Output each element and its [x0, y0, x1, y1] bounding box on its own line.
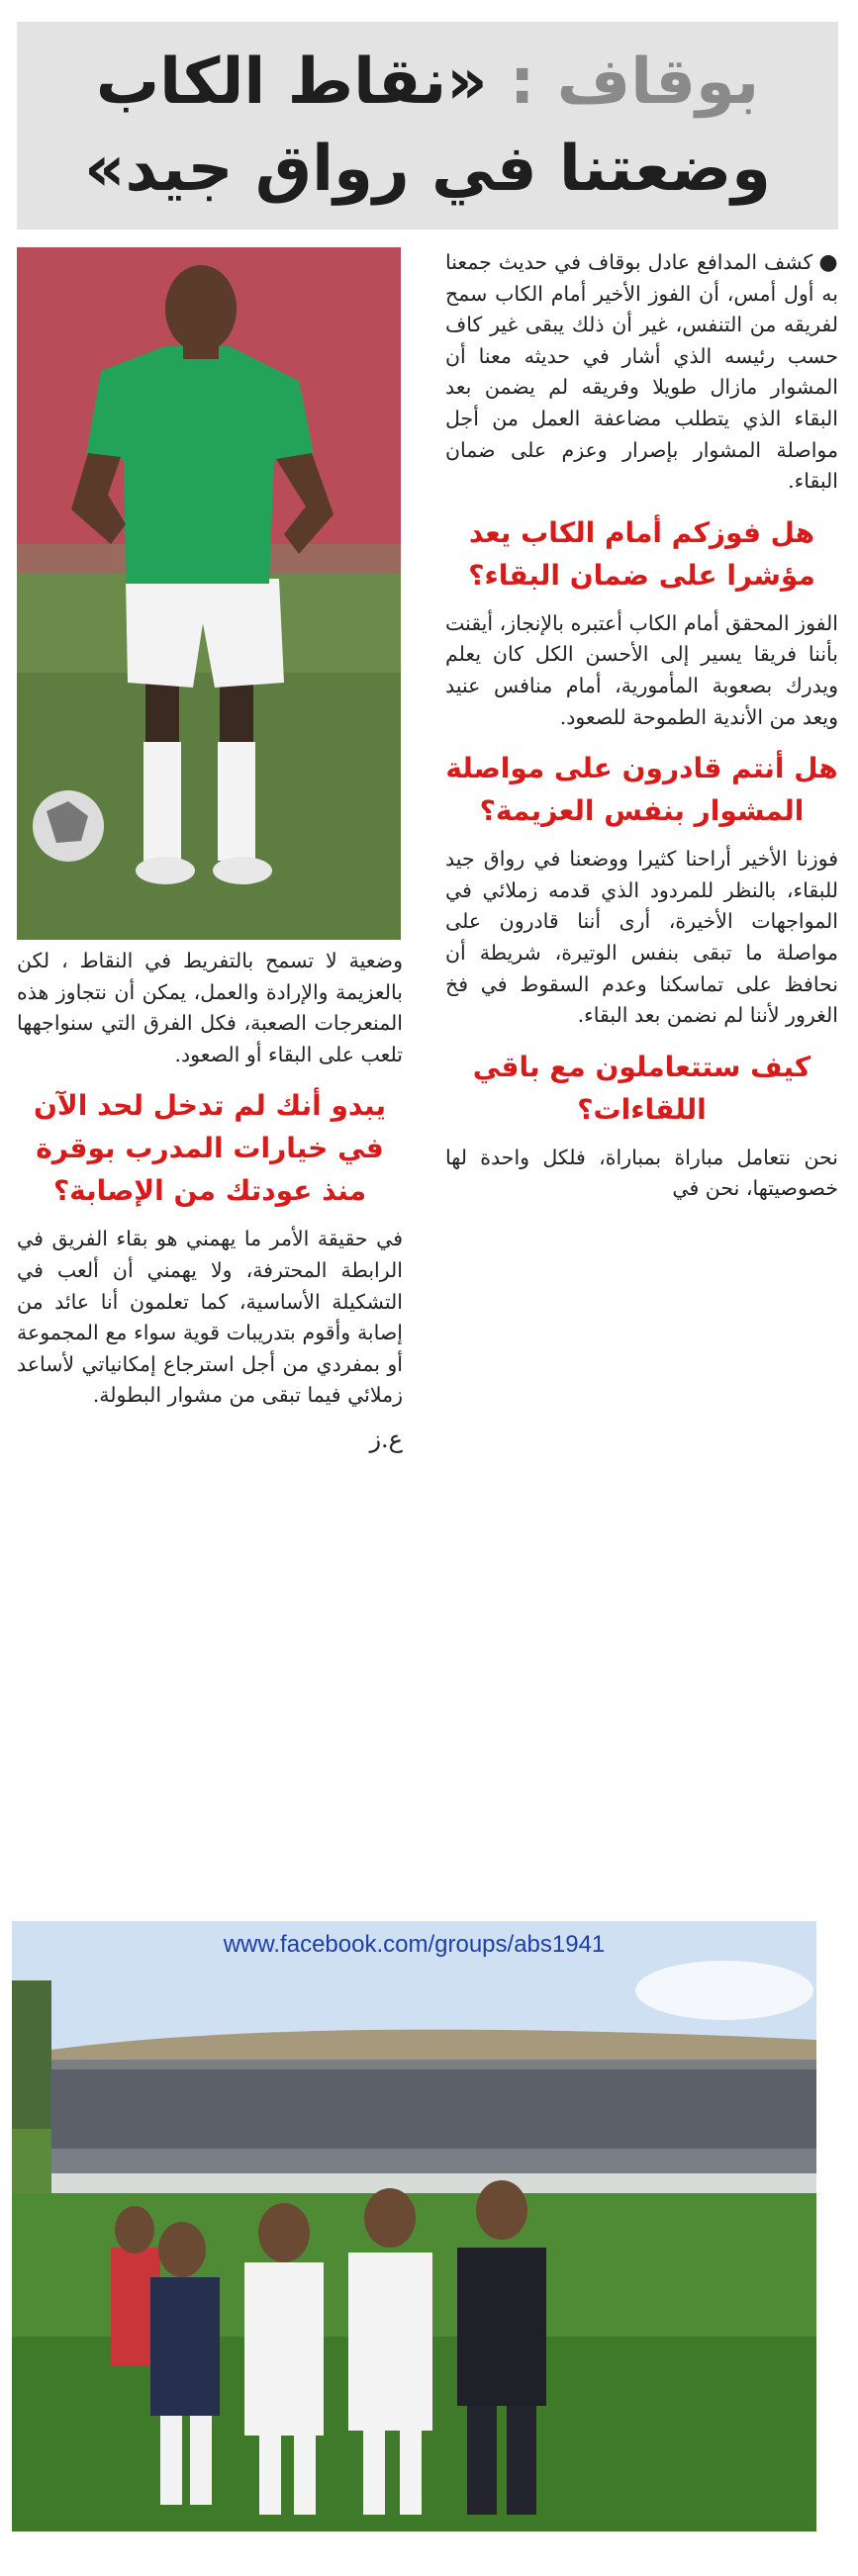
headline-line-1	[96, 39, 759, 126]
headline-quote-start: «نقاط الكاب	[95, 46, 488, 119]
question-1: هل فوزكم أمام الكاب يعد مؤشرا على ضمان البقاء؟	[468, 515, 815, 592]
headline-box	[17, 22, 838, 230]
headline-speaker: بوقاف :	[509, 46, 760, 119]
left-column	[17, 946, 403, 1453]
photo-watermark-url: www.facebook.com/groups/abs1941	[223, 1931, 606, 1958]
right-column	[445, 247, 838, 1219]
answer-3: نحن نتعامل مباراة بمباراة، فلكل واحدة لها خصوصيتها، نحن في	[445, 1145, 838, 1201]
question-4: يبدو أنك لم تدخل لحد الآن في خيارات المدرب بوقرة منذ عودتك من الإصابة؟	[34, 1089, 386, 1208]
author-signature: ع.ز	[369, 1425, 403, 1453]
question-2: هل أنتم قادرون على مواصلة المشوار بنفس العزيمة؟	[445, 752, 838, 828]
player-illustration	[17, 247, 401, 940]
question-3: كيف ستتعاملون مع باقي اللقاءات؟	[472, 1050, 811, 1126]
player-photo	[17, 247, 401, 940]
intro-text: كشف المدافع عادل بوقاف في حديث جمعنا به أول أمس، أن الفوز الأخير أمام الكاب سمح لفريقه من التنفس، غير أن ذلك يبقى غير كاف حسب رئيسه الذي أشار في حديثه معنا أن المشوار مازال طويلا وفريقه لم يضمن بعد البقاء الذي يتطلب مضاعفة العمل من أجل مواصلة المشوار بإصرار وعزم على ضمان البقاء.	[445, 250, 838, 494]
answer-4: في حقيقة الأمر ما يهمني هو بقاء الفريق في الرابطة المحترفة، ولا يهمني أن ألعب في التشكيلة الأساسية، كما تعلمون أنا عائد من إصابة وأقوم بتدريبات قوية سواء مع المجموعة أو بمفردي من أجل استرجاع إمكانياتي لأساعد زملائي فيما تبقى من مشوار البطولة.	[17, 1227, 403, 1408]
headline-line-2: وضعتنا في رواق جيد»	[84, 133, 771, 206]
team-illustration	[12, 1921, 816, 2531]
continuation-paragraph: وضعية لا تسمح بالتفريط في النقاط ، لكن بالعزيمة والإرادة والعمل، يمكن أن نتجاوز هذه المنعرجات الصعبة، فكل الفرق التي سنواجهها تلعب على البقاء أو الصعود.	[17, 949, 403, 1066]
answer-2: فوزنا الأخير أراحنا كثيرا ووضعنا في رواق جيد للبقاء، بالنظر للمردود الذي قدمه زملائي في المواجهات الأخيرة، أرى أننا قادرون على مواصلة ما تبقى بنفس الوتيرة، شريطة أن نحافظ على تماسكنا وعدم السقوط في فخ الغرور لأننا لم نضمن بعد البقاء.	[445, 847, 838, 1028]
answer-1: الفوز المحقق أمام الكاب أعتبره بالإنجاز، أيقنت بأننا فريقا يسير إلى الأحسن الكل كان يعلم ويدرك بصعوبة المأمورية، أمام منافس عنيد ويعد من الأندية الطموحة للصعود.	[445, 610, 838, 729]
bullet-icon: ●	[818, 250, 838, 275]
intro-paragraph	[445, 247, 838, 498]
team-photo	[12, 1921, 816, 2531]
